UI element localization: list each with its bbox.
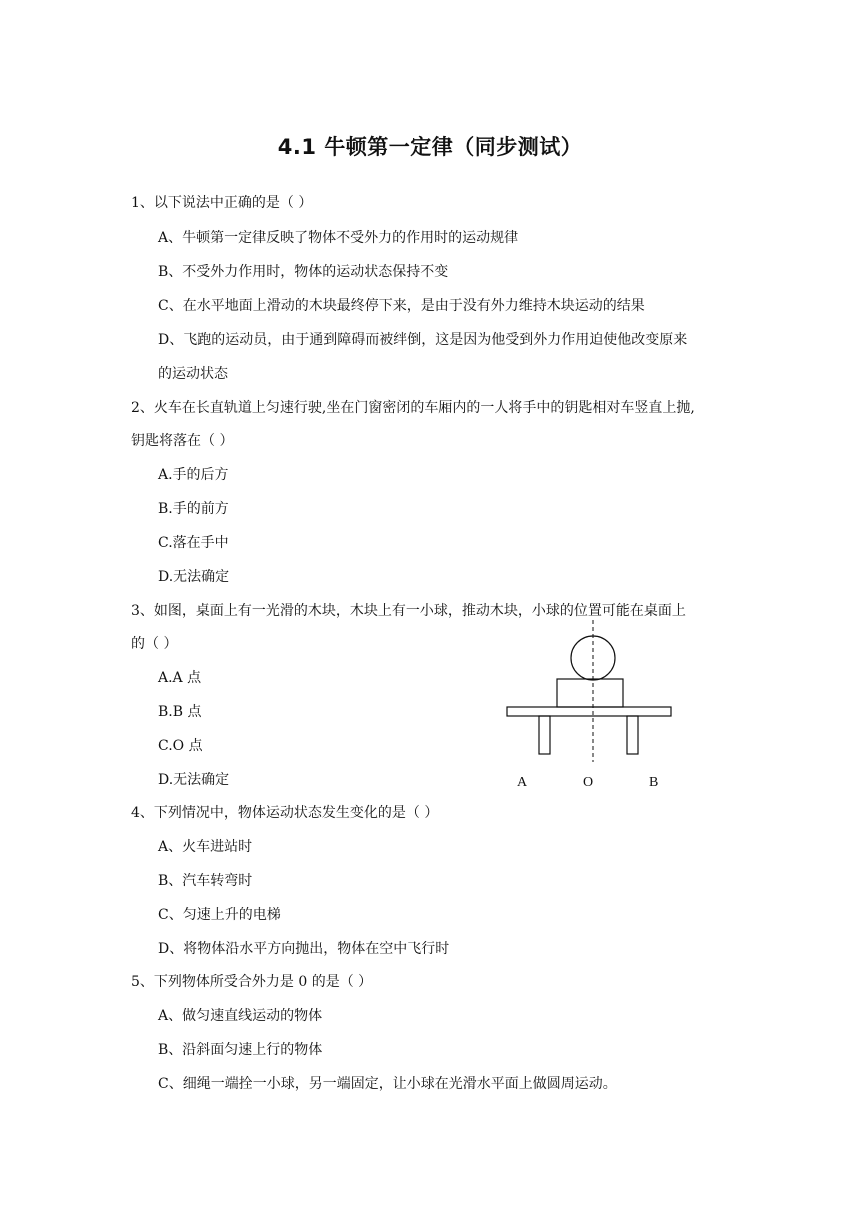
- question-4-option-a: A、火车进站时: [158, 839, 253, 855]
- table-right-leg-shape: [627, 716, 638, 754]
- point-o-label: O: [583, 775, 594, 790]
- question-1-option-d: D、飞跑的运动员，由于通到障碍而被绊倒，这是因为他受到外力作用迫使他改变原来: [158, 332, 688, 348]
- table-top-shape: [507, 707, 671, 716]
- question-1-option-a: A、牛顿第一定律反映了物体不受外力的作用时的运动规律: [158, 230, 519, 246]
- question-3-option-d: D.无法确定: [158, 772, 230, 788]
- question-5-option-b: B、沿斜面匀速上行的物体: [158, 1042, 323, 1058]
- question-3-stem: 3、如图，桌面上有一光滑的木块，木块上有一小球，推动木块，小球的位置可能在桌面上: [131, 603, 686, 619]
- question-2-option-b: B.手的前方: [158, 501, 229, 517]
- point-a-label: A: [517, 775, 528, 790]
- question-3-option-a: A.A 点: [158, 670, 202, 686]
- question-1-option-b: B、不受外力作用时，物体的运动状态保持不变: [158, 264, 449, 280]
- question-2-stem: 2、火车在长直轨道上匀速行驶,坐在门窗密闭的车厢内的一人将手中的钥匙相对车竖直上抛,: [131, 400, 695, 416]
- question-3-option-b: B.B 点: [158, 704, 202, 720]
- question-5-option-a: A、做匀速直线运动的物体: [158, 1008, 323, 1024]
- question-5-option-c: C、细绳一端拴一小球，另一端固定，让小球在光滑水平面上做圆周运动。: [158, 1076, 617, 1092]
- question-2-option-a: A.手的后方: [158, 467, 229, 483]
- question-2-option-d: D.无法确定: [158, 569, 230, 585]
- question-4-option-c: C、匀速上升的电梯: [158, 907, 281, 923]
- table-left-leg-shape: [539, 716, 550, 754]
- question-1-option-d-continued: 的运动状态: [158, 366, 228, 382]
- wooden-block-shape: [557, 679, 623, 707]
- question-4-option-d: D、将物体沿水平方向抛出，物体在空中飞行时: [158, 941, 450, 957]
- page-title: 4.1 牛顿第一定律（同步测试）: [277, 135, 583, 159]
- question-3-stem-continued: 的（ ）: [131, 636, 178, 652]
- table-block-ball-diagram: [500, 620, 680, 762]
- question-4-option-b: B、汽车转弯时: [158, 873, 253, 889]
- question-5-stem: 5、下列物体所受合外力是 0 的是（ ）: [131, 974, 373, 990]
- question-2-stem-continued: 钥匙将落在（ ）: [131, 433, 234, 449]
- question-2-option-c: C.落在手中: [158, 535, 229, 551]
- question-3-option-c: C.O 点: [158, 738, 203, 754]
- question-1-stem: 1、以下说法中正确的是（ ）: [131, 195, 313, 211]
- point-b-label: B: [649, 775, 659, 790]
- question-4-stem: 4、下列情况中，物体运动状态发生变化的是（ ）: [131, 805, 439, 821]
- question-1-option-c: C、在水平地面上滑动的木块最终停下来，是由于没有外力维持木块运动的结果: [158, 298, 645, 314]
